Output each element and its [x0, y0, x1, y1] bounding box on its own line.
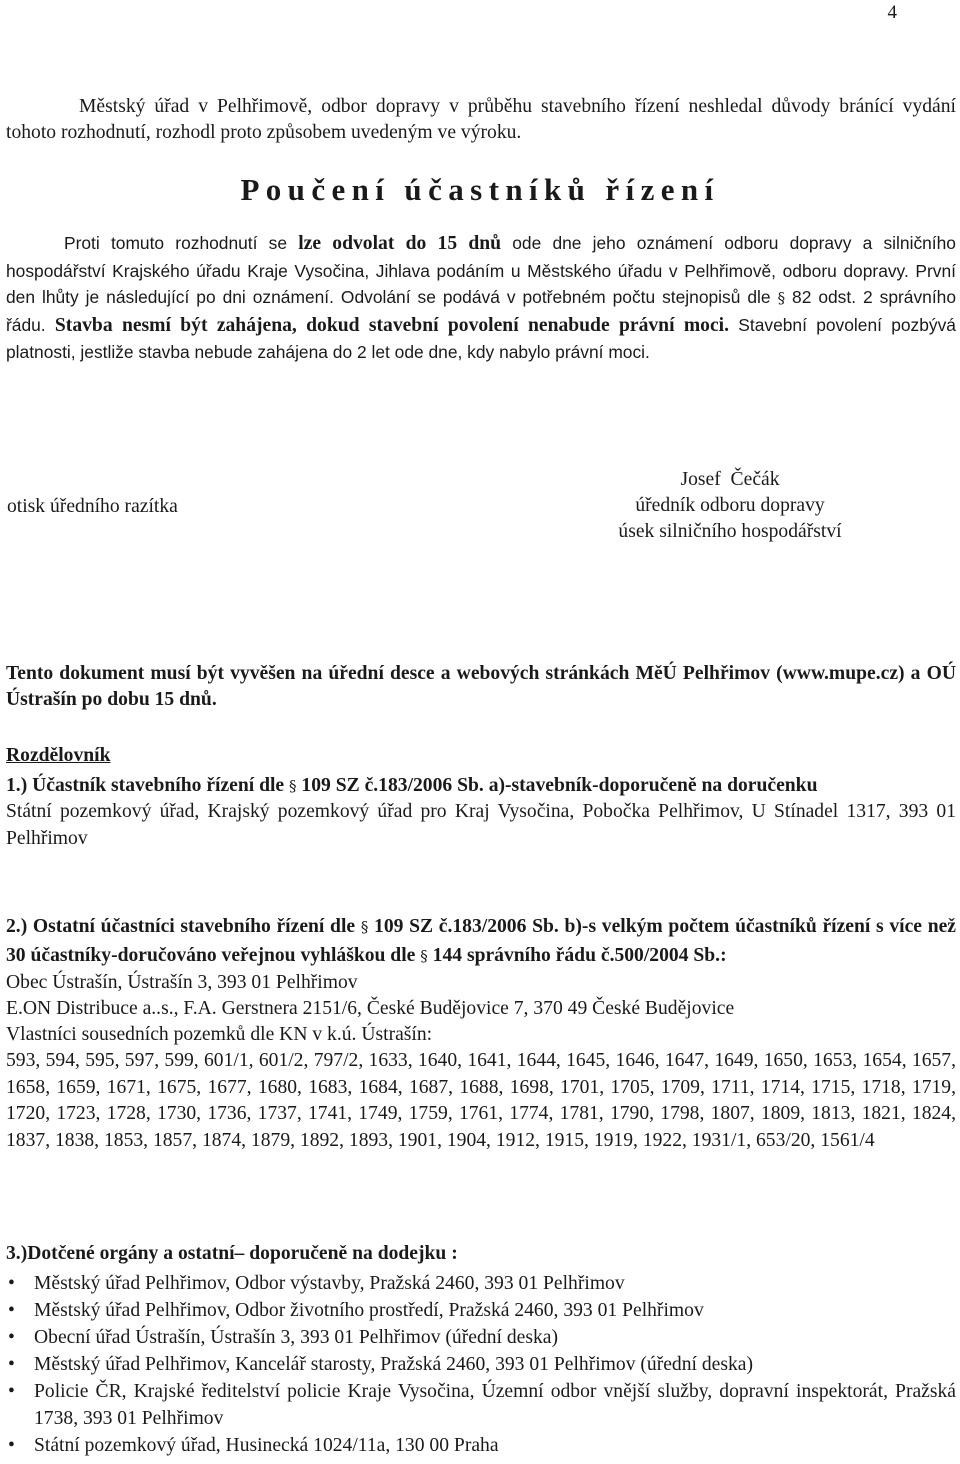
bullet: • — [8, 1273, 15, 1294]
signer-unit: úsek silničního hospodářství — [618, 521, 842, 542]
pouceni-text-1: Proti tomuto rozhodnutí se — [64, 233, 299, 253]
pouceni-text-2: ode dne jeho oznámení odboru dopravy a silničního hospodářství Krajského úřadu Kraje Vysočina, Jihlava podáním u Městského úřadu v Pelhřimově, odboru dopravy. První den lhůty je následující po dni oznámení. Odvolání se podává v potřebném počtu stejnopisů dle — [6, 233, 956, 308]
list-item-text: Městský úřad Pelhřimov, Odbor výstavby, Pražská 2460, 393 01 Pelhřimov — [34, 1273, 625, 1294]
section-1-heading-b: 109 SZ č.183/2006 Sb. a)-stavebník-doporučeně na doručenku — [296, 775, 818, 796]
bullet: • — [8, 1435, 15, 1456]
distribution-list-title: Rozdělovník — [6, 745, 111, 766]
section-2-line-2: E.ON Distribuce a..s., F.A. Gerstnera 2151/6, České Budějovice 7, 370 49 České Budějovice — [6, 998, 735, 1019]
signature-block — [500, 467, 960, 545]
section-3-list — [0, 1270, 956, 1459]
pouceni-paragraph — [6, 230, 956, 366]
bullet: • — [8, 1300, 15, 1321]
section-1-recipient: Státní pozemkový úřad, Krajský pozemkový úřad pro Kraj Vysočina, Pobočka Pelhřimov, U Stínadel 1317, 393 01 Pelhřimov — [6, 801, 956, 849]
paragraph-sign: § — [777, 289, 786, 308]
section-2-line-3: Vlastníci sousedních pozemků dle KN v k.ú. Ústrašín: — [6, 1024, 433, 1045]
posting-notice — [6, 661, 956, 713]
intro-paragraph: Městský úřad v Pelhřimově, odbor dopravy v průběhu stavebního řízení neshledal důvody bránící vydání tohoto rozhodnutí, rozhodl proto způsobem uvedeným ve výroku. — [6, 96, 956, 143]
notice-link[interactable]: www.mupe.cz — [782, 663, 899, 684]
list-item — [0, 1351, 956, 1378]
signer-name: Josef Čečák — [680, 469, 780, 490]
list-item-text: Městský úřad Pelhřimov, Kancelář starosty, Pražská 2460, 393 01 Pelhřimov (úřední deska) — [34, 1354, 754, 1375]
pouceni-bold-warning: Stavba nesmí být zahájena, dokud stavební povolení nenabude právní moci. — [54, 314, 730, 336]
section-2-heading — [6, 913, 956, 970]
section-2-heading-c: 144 správního řádu č.500/2004 Sb.: — [427, 944, 727, 966]
list-item — [0, 1270, 956, 1297]
list-item — [0, 1378, 956, 1432]
signer-role: úředník odboru dopravy — [635, 495, 825, 516]
section-1-heading — [6, 773, 956, 799]
paragraph-sign: § — [289, 777, 297, 795]
notice-text-1: Tento dokument musí být vyvěšen na úřední desce a webových stránkách MěÚ Pelhřimov ( — [6, 663, 783, 684]
pouceni-bold-deadline: lze odvolat do 15 dnů — [298, 233, 502, 254]
list-item — [0, 1297, 956, 1324]
list-item — [0, 1324, 956, 1351]
bullet: • — [8, 1381, 15, 1402]
pouceni-text-4: Stavební povolení pozbývá platnosti, jestliže stavba nebude zahájena do 2 let ode dne, kdy nabylo právní moci. — [6, 314, 956, 363]
section-2-line-1: Obec Ústrašín, Ústrašín 3, 393 01 Pelhřimov — [6, 972, 358, 993]
bullet: • — [8, 1327, 15, 1348]
list-item-text: Obecní úřad Ústrašín, Ústrašín 3, 393 01 Pelhřimov (úřední deska) — [34, 1327, 559, 1348]
paragraph-sign: § — [420, 946, 428, 965]
pouceni-heading: Poučení účastníků řízení — [240, 172, 720, 207]
section-2-heading-b: 109 SZ č.183/2006 Sb. b)-s velkým počtem účastníků řízení s více než 30 účastníky-doručováno veřejnou vyhláškou dle — [6, 916, 956, 966]
stamp-label: otisk úředního razítka — [7, 496, 178, 517]
section-3-heading: 3.)Dotčené orgány a ostatní– doporučeně na dodejku : — [6, 1243, 458, 1264]
paragraph-sign: § — [360, 918, 369, 936]
page-number: 4 — [887, 2, 897, 23]
list-item — [0, 1432, 956, 1459]
pouceni-text-3: 82 odst. 2 správního řádu. — [6, 287, 957, 335]
notice-text-2: ) a OÚ Ústrašín po dobu 15 dnů. — [6, 663, 956, 710]
section-1 — [6, 773, 956, 852]
section-2-heading-a: 2.) Ostatní účastníci stavebního řízení dle — [6, 916, 361, 937]
parcel-list: 593, 594, 595, 597, 599, 601/1, 601/2, 797/2, 1633, 1640, 1641, 1644, 1645, 1646, 1647, 1649, 1650, 1653, 1654, 1657, 1658, 1659, 1671, 1675, 1677, 1680, 1683, 1684, 1687, 1688, 1698, 1701, 1705, 1709, 1711, 1714, 1715, 1718, 1719, 1720, 1723, 1728, 1730, 1736, 1737, 1741, 1749, 1759, 1761, 1774, 1781, 1790, 1798, 1807, 1809, 1813, 1821, 1824, 1837, 1838, 1853, 1857, 1874, 1879, 1892, 1893, 1901, 1904, 1912, 1915, 1919, 1922, 1931/1, 653/20, 1561/4 — [6, 1050, 956, 1151]
list-item-text: Státní pozemkový úřad, Husinecká 1024/11a, 130 00 Praha — [34, 1435, 499, 1456]
section-2 — [6, 913, 956, 1154]
bullet: • — [8, 1354, 15, 1375]
list-item-text: Městský úřad Pelhřimov, Odbor životního prostředí, Pražská 2460, 393 01 Pelhřimov — [34, 1300, 704, 1321]
section-1-heading-a: 1.) Účastník stavebního řízení dle — [6, 775, 290, 796]
list-item-text: Policie ČR, Krajské ředitelství policie Kraje Vysočina, Územní odbor vnější služby, dopravní inspektorát, Pražská 1738, 393 01 Pelhřimov — [34, 1381, 956, 1429]
